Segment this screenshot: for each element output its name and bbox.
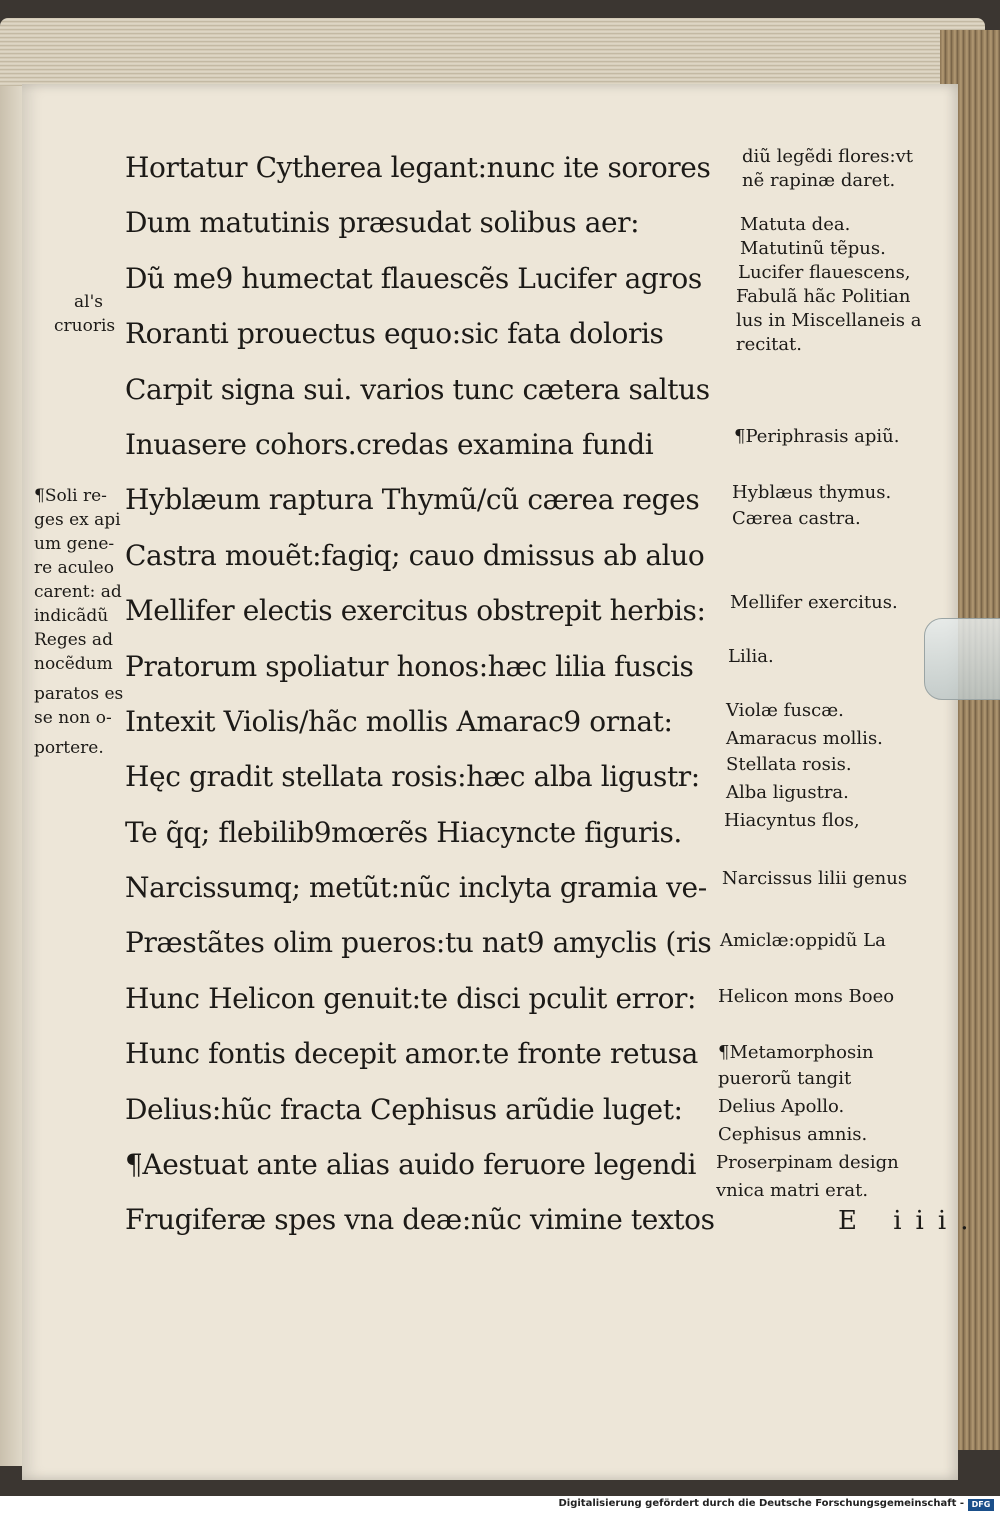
- right-gloss-line: Amaracus mollis.: [726, 728, 883, 749]
- right-gloss-line: Hiacyntus flos,: [724, 810, 860, 831]
- right-gloss-line: Matutinũ tẽpus.: [740, 238, 886, 259]
- verse-line: Te q̃q; flebilib9mœrẽs Hiacyncte figuris.: [125, 815, 682, 849]
- right-gloss-line: Amiclæ:oppidũ La: [720, 930, 886, 951]
- verse-column: [125, 140, 725, 1248]
- right-gloss-line: Proserpinam design: [716, 1152, 899, 1173]
- right-gloss-line: Helicon mons Boeo: [718, 986, 895, 1007]
- digitization-credit: Digitalisierung gefördert durch die Deutsche Forschungsgemeinschaft -: [558, 1498, 964, 1509]
- right-gloss-line: Fabulã hãc Politian: [736, 286, 911, 307]
- left-gloss-line: se non o-: [34, 708, 112, 728]
- verse-line: Hunc Helicon genuit:te disci pculit error:: [125, 981, 697, 1015]
- left-gloss-line: portere.: [34, 738, 104, 758]
- verse-line: ¶Aestuat ante alias auido feruore legendi: [125, 1148, 697, 1182]
- left-gloss-line: al's: [74, 292, 103, 312]
- right-gloss-line: Hyblæus thymus.: [732, 482, 892, 503]
- left-gloss-line: indicãdũ: [34, 606, 109, 626]
- verse-line: Mellifer electis exercitus obstrepit herbis:: [125, 594, 706, 628]
- left-gloss-line: Reges ad: [34, 630, 113, 650]
- dfg-logo: DFG: [968, 1499, 994, 1511]
- right-gloss-line: Cephisus amnis.: [718, 1124, 868, 1145]
- verse-line: Frugiferæ spes vna deæ:nũc vimine textos: [125, 1203, 715, 1237]
- verse-line: Roranti prouectus equo:sic fata doloris: [125, 317, 664, 351]
- verse-line: Dũ me9 humectat flauescẽs Lucifer agros: [125, 261, 702, 295]
- verse-line: Narcissumq; metũt:nũc inclyta gramia ve-: [125, 871, 707, 905]
- right-gloss-line: diũ legẽdi flores:vt: [742, 146, 913, 167]
- verse-line: Castra mouẽt:fagiq; cauo dmissus ab aluo: [125, 538, 705, 572]
- right-gloss-line: lus in Miscellaneis a: [736, 310, 922, 331]
- left-gloss-line: um gene-: [34, 534, 115, 554]
- left-gloss-line: re aculeo: [34, 558, 114, 578]
- right-gloss-line: nẽ rapinæ daret.: [742, 170, 896, 191]
- verse-line: Pratorum spoliatur honos:hæc lilia fuscis: [125, 649, 694, 683]
- right-gloss-line: Matuta dea.: [740, 214, 851, 235]
- page-edges-top: [0, 18, 985, 90]
- footer-bar: [0, 1496, 1000, 1516]
- right-margin-glosses: [716, 145, 941, 1215]
- right-gloss-line: ¶Periphrasis apiũ.: [734, 426, 900, 447]
- right-gloss-line: Lilia.: [728, 646, 774, 667]
- right-gloss-line: Stellata rosis.: [726, 754, 852, 775]
- right-gloss-line: Narcissus lilii genus: [722, 868, 908, 889]
- verse-line: Delius:hũc fracta Cephisus arũdie luget:: [125, 1092, 683, 1126]
- right-gloss-line: Cærea castra.: [732, 508, 861, 529]
- signature-mark: E iii.: [838, 1206, 983, 1236]
- right-gloss-line: recitat.: [736, 334, 803, 355]
- verse-line: Hortatur Cytherea legant:nunc ite sorores: [125, 151, 711, 184]
- verse-line: Hunc fontis decepit amor.te fronte retusa: [125, 1037, 698, 1071]
- left-gloss-line: nocẽdum: [34, 654, 113, 674]
- left-gloss-line: paratos es: [34, 684, 124, 704]
- right-gloss-line: Alba ligustra.: [726, 782, 849, 803]
- right-gloss-line: Delius Apollo.: [718, 1096, 845, 1117]
- left-gloss-line: carent: ad: [34, 582, 122, 602]
- right-gloss-line: Lucifer flauescens,: [738, 262, 911, 283]
- right-gloss-line: ¶Metamorphosin: [718, 1042, 874, 1063]
- verse-line: Carpit signa sui. varios tunc cætera saltus: [125, 372, 710, 406]
- verse-line: Hęc gradit stellata rosis:hæc alba ligustr:: [125, 760, 700, 794]
- verse-line: Hyblæum raptura Thymũ/cũ cærea reges: [125, 483, 700, 517]
- right-gloss-line: vnica matri erat.: [716, 1180, 869, 1201]
- verse-line: Dum matutinis præsudat solibus aer:: [125, 206, 640, 240]
- verse-line: Inuasere cohors.credas examina fundi: [125, 427, 654, 461]
- right-gloss-line: Violæ fuscæ.: [726, 700, 844, 721]
- left-gloss-line: ges ex api: [34, 510, 121, 530]
- verse-line: Præstãtes olim pueros:tu nat9 amyclis (ris: [125, 926, 712, 960]
- verse-line: Intexit Violis/hãc mollis Amarac9 ornat:: [125, 704, 673, 738]
- right-gloss-line: puerorũ tangit: [718, 1068, 852, 1089]
- left-gloss-line: ¶Soli re-: [34, 486, 107, 506]
- right-gloss-line: Mellifer exercitus.: [730, 592, 898, 613]
- left-gloss-line: cruoris: [54, 316, 116, 336]
